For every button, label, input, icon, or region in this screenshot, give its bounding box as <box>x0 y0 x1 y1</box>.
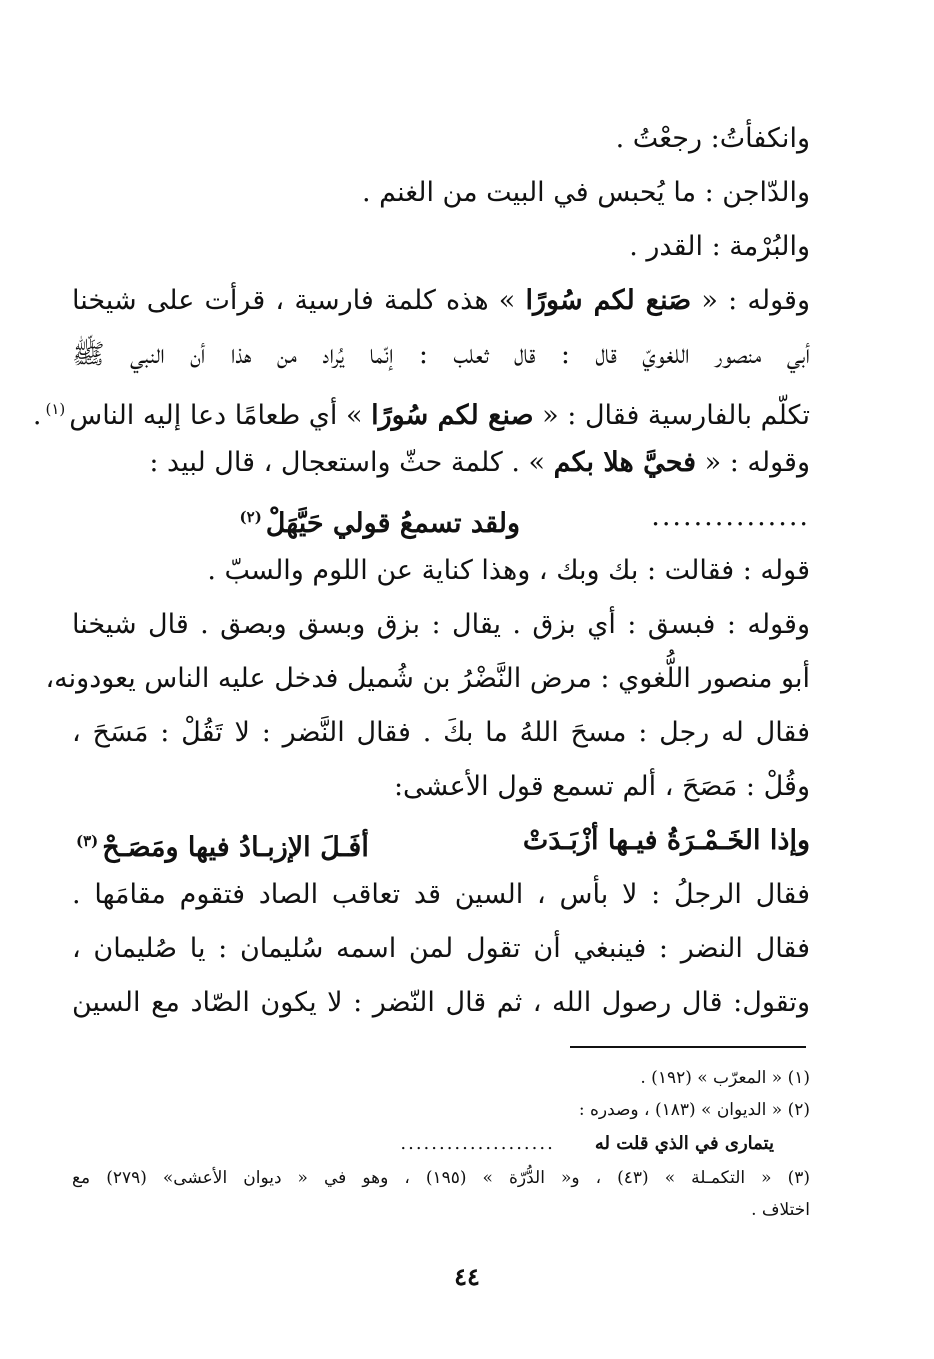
footnote-2: (٢) « الديوان » (١٨٣) ، وصدره : <box>578 1100 810 1120</box>
para1-line3-quote: صنع لكم سُورًا <box>371 400 534 431</box>
paragraph-1-line-2: أبي منصور اللغويّ قال : قال ثعلب : إنّما يُراد من هذا أن النبي ﷺ <box>72 339 810 370</box>
para1-quote: صَنع لكم سُورًا <box>525 285 692 316</box>
main-text <box>32 112 810 1030</box>
para1-line3-prefix: تكلّم بالفارسية فقال : « <box>533 400 810 431</box>
verse-1 <box>72 490 810 544</box>
paragraph-3: قوله : فقالت : بك وبك ، وهذا كناية عن اللوم والسبّ . <box>207 555 810 586</box>
footnote-2-verse-dots: .................... <box>400 1133 555 1154</box>
para1-line3-end: . <box>32 400 42 431</box>
paragraph-4-line-3: فقال له رجل : مسحَ اللهُ ما بكَ . فقال النَّضر : لا تَقُلْ : مَسَحَ ، <box>72 717 810 748</box>
paragraph-5-line-3: وتقول: قال رصول الله ، ثم قال النّضر : لا يكون الصّاد مع السين <box>72 987 810 1018</box>
text-line-2: والدّاجن : ما يُحبس في البيت من الغنم . <box>361 177 810 208</box>
footnote-3-line-1: (٣) « التكمـلة » (٤٣) ، و« الدُّرّة » (١٩٥) ، وهو في « ديوان الأعشى» (٢٧٩) مع <box>72 1168 810 1188</box>
verse-1-second-hemistich <box>236 490 520 544</box>
verse-1-text: ولقد تسمعُ قولي حَيَّهَلْ <box>265 508 520 539</box>
footnotes <box>72 1062 810 1226</box>
page-number: ٤٤ <box>454 1262 480 1291</box>
paragraph-4-line-4: وقُلْ : مَصَحَ ، ألم تسمع قول الأعشى: <box>393 771 810 802</box>
para1-prefix: وقوله : « <box>691 285 810 316</box>
paragraph-4-line-1: وقوله : فبسق : أي بزق . يقال : بزق وبسق وبصق . قال شيخنا <box>72 609 810 640</box>
verse-2-second-hemistich <box>72 814 369 868</box>
text-line-1: وانكفأتُ: رجعْتُ . <box>615 123 810 154</box>
footnote-ref-1[interactable]: (١) <box>45 400 66 418</box>
verse-2-first-hemistich: وإذا الخَـمْـرَةُ فيـها أزْبَـدَتْ <box>522 825 810 856</box>
para1-line3-suffix: » أي طعامًا دعا إليه الناس <box>69 400 372 431</box>
paragraph-4-line-2: أبو منصور اللُّغوي : مرض النَّضْرُ بن شُميل فدخل عليه الناس يعودونه، <box>45 663 810 694</box>
footnote-3-line-2: اختلاف . <box>751 1200 810 1220</box>
footnote-ref-3[interactable]: (٣) <box>76 832 99 850</box>
verse-2-second-text: أفَـلَ الإزبـادُ فيها ومَصَـحْ <box>102 832 369 863</box>
para2-suffix: » . كلمة حثّ واستعجال ، قال لبيد : <box>149 447 554 478</box>
footnote-separator <box>570 1046 806 1048</box>
paragraph-1-line-1 <box>72 274 810 328</box>
para2-prefix: وقوله : « <box>696 447 810 478</box>
footnote-2-verse <box>72 1126 810 1162</box>
para1-suffix: » هذه كلمة فارسية ، قرأت على شيخنا <box>72 285 526 316</box>
footnote-ref-2[interactable]: (٢) <box>239 508 262 526</box>
paragraph-1-line-3 <box>32 382 810 436</box>
para2-quote: فحيَّ هلا بكم <box>553 447 697 478</box>
verse-2 <box>72 814 810 868</box>
text-line-3: والبُرْمة : القدر . <box>629 231 810 262</box>
paragraph-2 <box>72 436 810 490</box>
footnote-2-verse-first: يتمارى في الذي قلت له <box>594 1133 774 1154</box>
paragraph-5-line-2: فقال النضر : فينبغي أن تقول لمن اسمه سُليمان : يا صُليمان ، <box>72 933 810 964</box>
paragraph-5-line-1: فقال الرجلُ : لا بأس ، السين قد تعاقب الصاد فتقوم مقامَها . <box>72 879 810 910</box>
footnote-1: (١) « المعرّب » (١٩٢) . <box>640 1068 810 1088</box>
verse-1-dots: ............... <box>651 501 810 532</box>
